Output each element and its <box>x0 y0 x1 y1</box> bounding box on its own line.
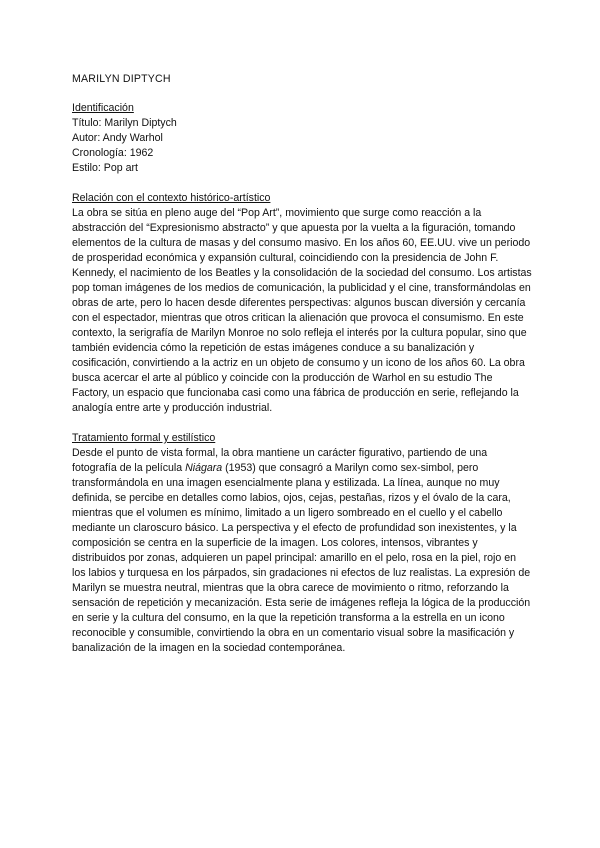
field-cronologia: Cronología: 1962 <box>72 147 154 159</box>
paragraph-contexto: La obra se sitúa en pleno auge del “Pop Art”, movimiento que surge como reacción a la abstracción del “Expresionismo abstracto” y que apuesta por la vuelta a la figuración, tomando elementos de la cultura de masas y del consumo masivo. En los años 60, EE.UU. vive un periodo de prosperidad económica y expansión cultural, coincidiendo con la presidencia de John F. Kennedy, el nacimiento de los Beatles y la consolidación de la sociedad del consumo. Los artistas pop toman imágenes de los medios de comunicación, la publicidad y el cine, transformándolas en obras de arte, pero lo hacen desde diferentes perspectivas: algunos buscan diversión y cercanía con el espectador, mientras que otros critican la alienación que provoca el consumismo. En este contexto, la serigrafía de Marilyn Monroe no solo refleja el interés por la cultura popular, sino que también evidencia cómo la repetición de estas imágenes conduce a su banalización y cosificación, convirtiendo a la actriz en un objeto de consumo y un icono de los años 60. La obra busca acercar el arte al público y coincide con la producción de Warhol en su estudio The Factory, un espacio que funcionaba casi como una fábrica de producción en serie, reflejando la analogía entre arte y producción industrial. <box>72 207 532 414</box>
section-heading-contexto: Relación con el contexto histórico-artístico <box>72 192 271 204</box>
paragraph-tratamiento-part-2: (1953) que consagró a Marilyn como sex-simbol, pero transformándola en una imagen esencialmente plana y estilizada. La línea, aunque no muy definida, se percibe en detalles como labios, ojos, cejas, pestañas, rizos y el óvalo de la cara, mientras que el volumen es mínimo, limitado a un ligero sombreado en el cuello y el cabello mediante un claroscuro básico. La perspectiva y el efecto de profundidad son inexistentes, y la composición se centra en la superficie de la imagen. Los colores, intensos, vibrantes y distribuidos por zonas, adquieren un papel principal: amarillo en el pelo, rosa en la piel, rojo en los labios y turquesa en los párpados, sin gradaciones ni efectos de luz realistas. La expresión de Marilyn se muestra neutral, mientras que la obra carece de movimiento o ritmo, reforzando la sensación de repetición y mecanización. Esta serie de imágenes refleja la lógica de la producción en serie y la cultura del consumo, en la que la repetición transforma a la estrella en un icono reconocible y consumible, convirtiendo la obra en un comentario visual sobre la masificación y banalización de la imagen en la sociedad contemporánea. <box>72 462 531 654</box>
field-estilo: Estilo: Pop art <box>72 162 138 174</box>
section-identificacion <box>72 101 532 176</box>
document-title: MARILYN DIPTYCH <box>72 73 171 85</box>
section-heading-tratamiento: Tratamiento formal y estilístico <box>72 432 216 444</box>
document-page <box>72 72 532 671</box>
paragraph-tratamiento-part-1: Desde el punto de vista formal, la obra mantiene un carácter figurativo, partiendo de una fotografía de la película <box>72 447 488 474</box>
paragraph-tratamiento <box>72 446 532 656</box>
film-title-niagara: Niágara <box>185 462 223 474</box>
section-heading-identificacion: Identificación <box>72 102 134 114</box>
field-autor: Autor: Andy Warhol <box>72 132 163 144</box>
section-tratamiento <box>72 431 532 656</box>
field-titulo: Título: Marilyn Diptych <box>72 117 177 129</box>
section-contexto <box>72 191 532 416</box>
